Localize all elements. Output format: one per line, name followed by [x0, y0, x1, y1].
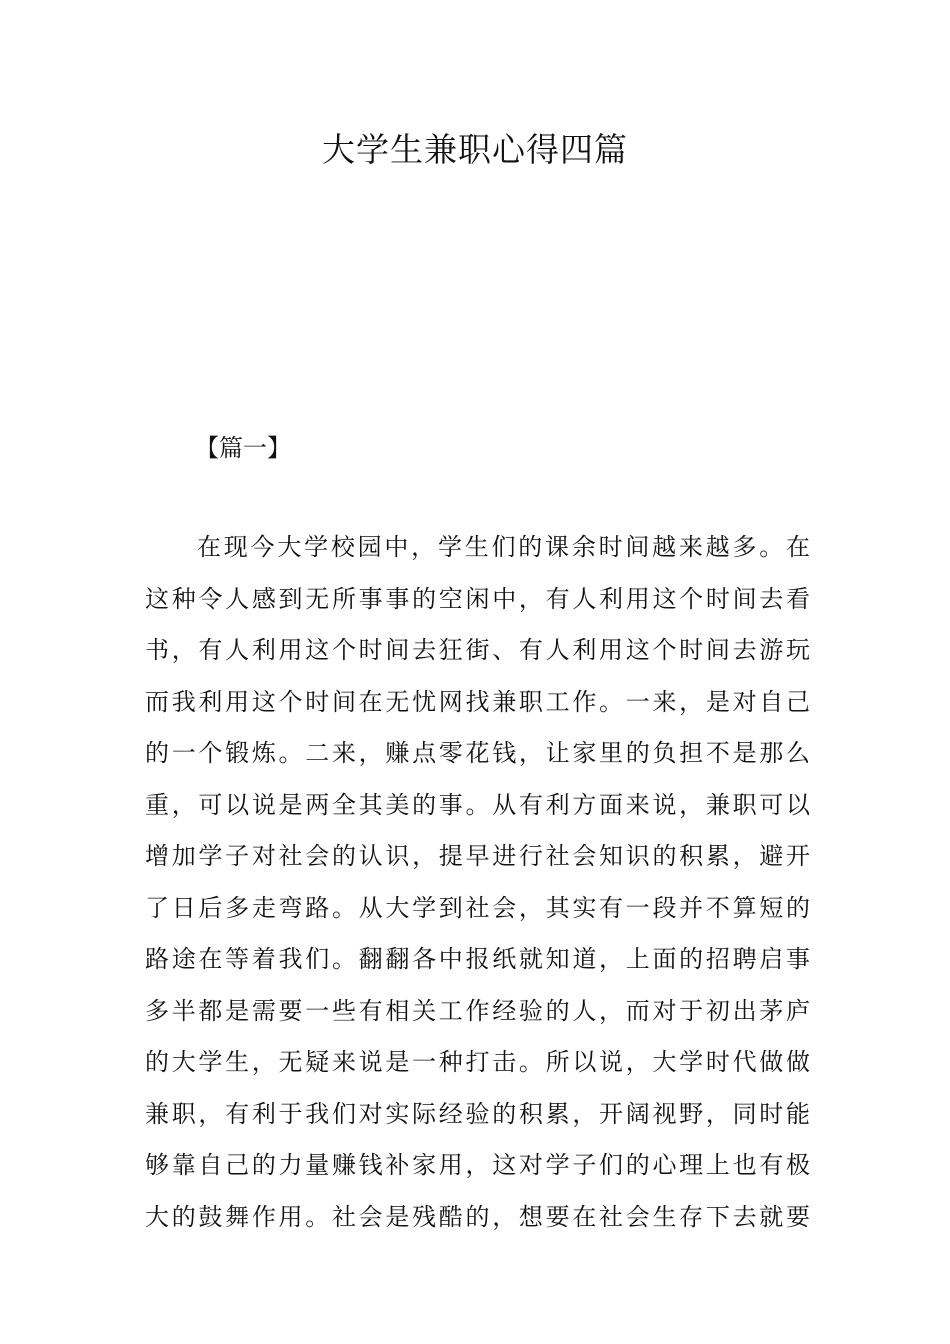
paragraph-line: 的一个锻炼。二来，赚点零花钱，让家里的负担不是那么: [145, 739, 810, 767]
paragraph-line: 够靠自己的力量赚钱补家用，这对学子们的心理上也有极: [145, 1151, 810, 1179]
paragraph-line: 增加学子对社会的认识，提早进行社会知识的积累，避开: [145, 842, 810, 870]
paragraph-line: 路途在等着我们。翻翻各中报纸就知道，上面的招聘启事: [145, 945, 810, 973]
paragraph-line: 而我利用这个时间在无忧网找兼职工作。一来，是对自己: [145, 687, 810, 716]
paragraph-line: 这种令人感到无所事事的空闲中，有人利用这个时间去看: [145, 584, 810, 613]
paragraph-line: 书，有人利用这个时间去狂街、有人利用这个时间去游玩: [145, 636, 810, 664]
document-title: 大学生兼职心得四篇: [322, 130, 628, 169]
paragraph-line: 重，可以说是两全其美的事。从有利方面来说，兼职可以: [145, 790, 810, 819]
paragraph-line: 在现今大学校园中，学生们的课余时间越来越多。在: [197, 533, 810, 561]
paragraph-line: 的大学生，无疑来说是一种打击。所以说，大学时代做做: [145, 1048, 810, 1076]
paragraph-line: 兼职，有利于我们对实际经验的积累，开阔视野，同时能: [145, 1099, 810, 1128]
paragraph-line: 大的鼓舞作用。社会是残酷的，想要在社会生存下去就要: [145, 1202, 810, 1231]
paragraph-line: 了日后多走弯路。从大学到社会，其实有一段并不算短的: [145, 893, 810, 922]
body-paragraph: [145, 527, 810, 1248]
paragraph-line: 多半都是需要一些有相关工作经验的人，而对于初出茅庐: [145, 996, 810, 1025]
section-heading: 【篇一】: [195, 434, 291, 462]
